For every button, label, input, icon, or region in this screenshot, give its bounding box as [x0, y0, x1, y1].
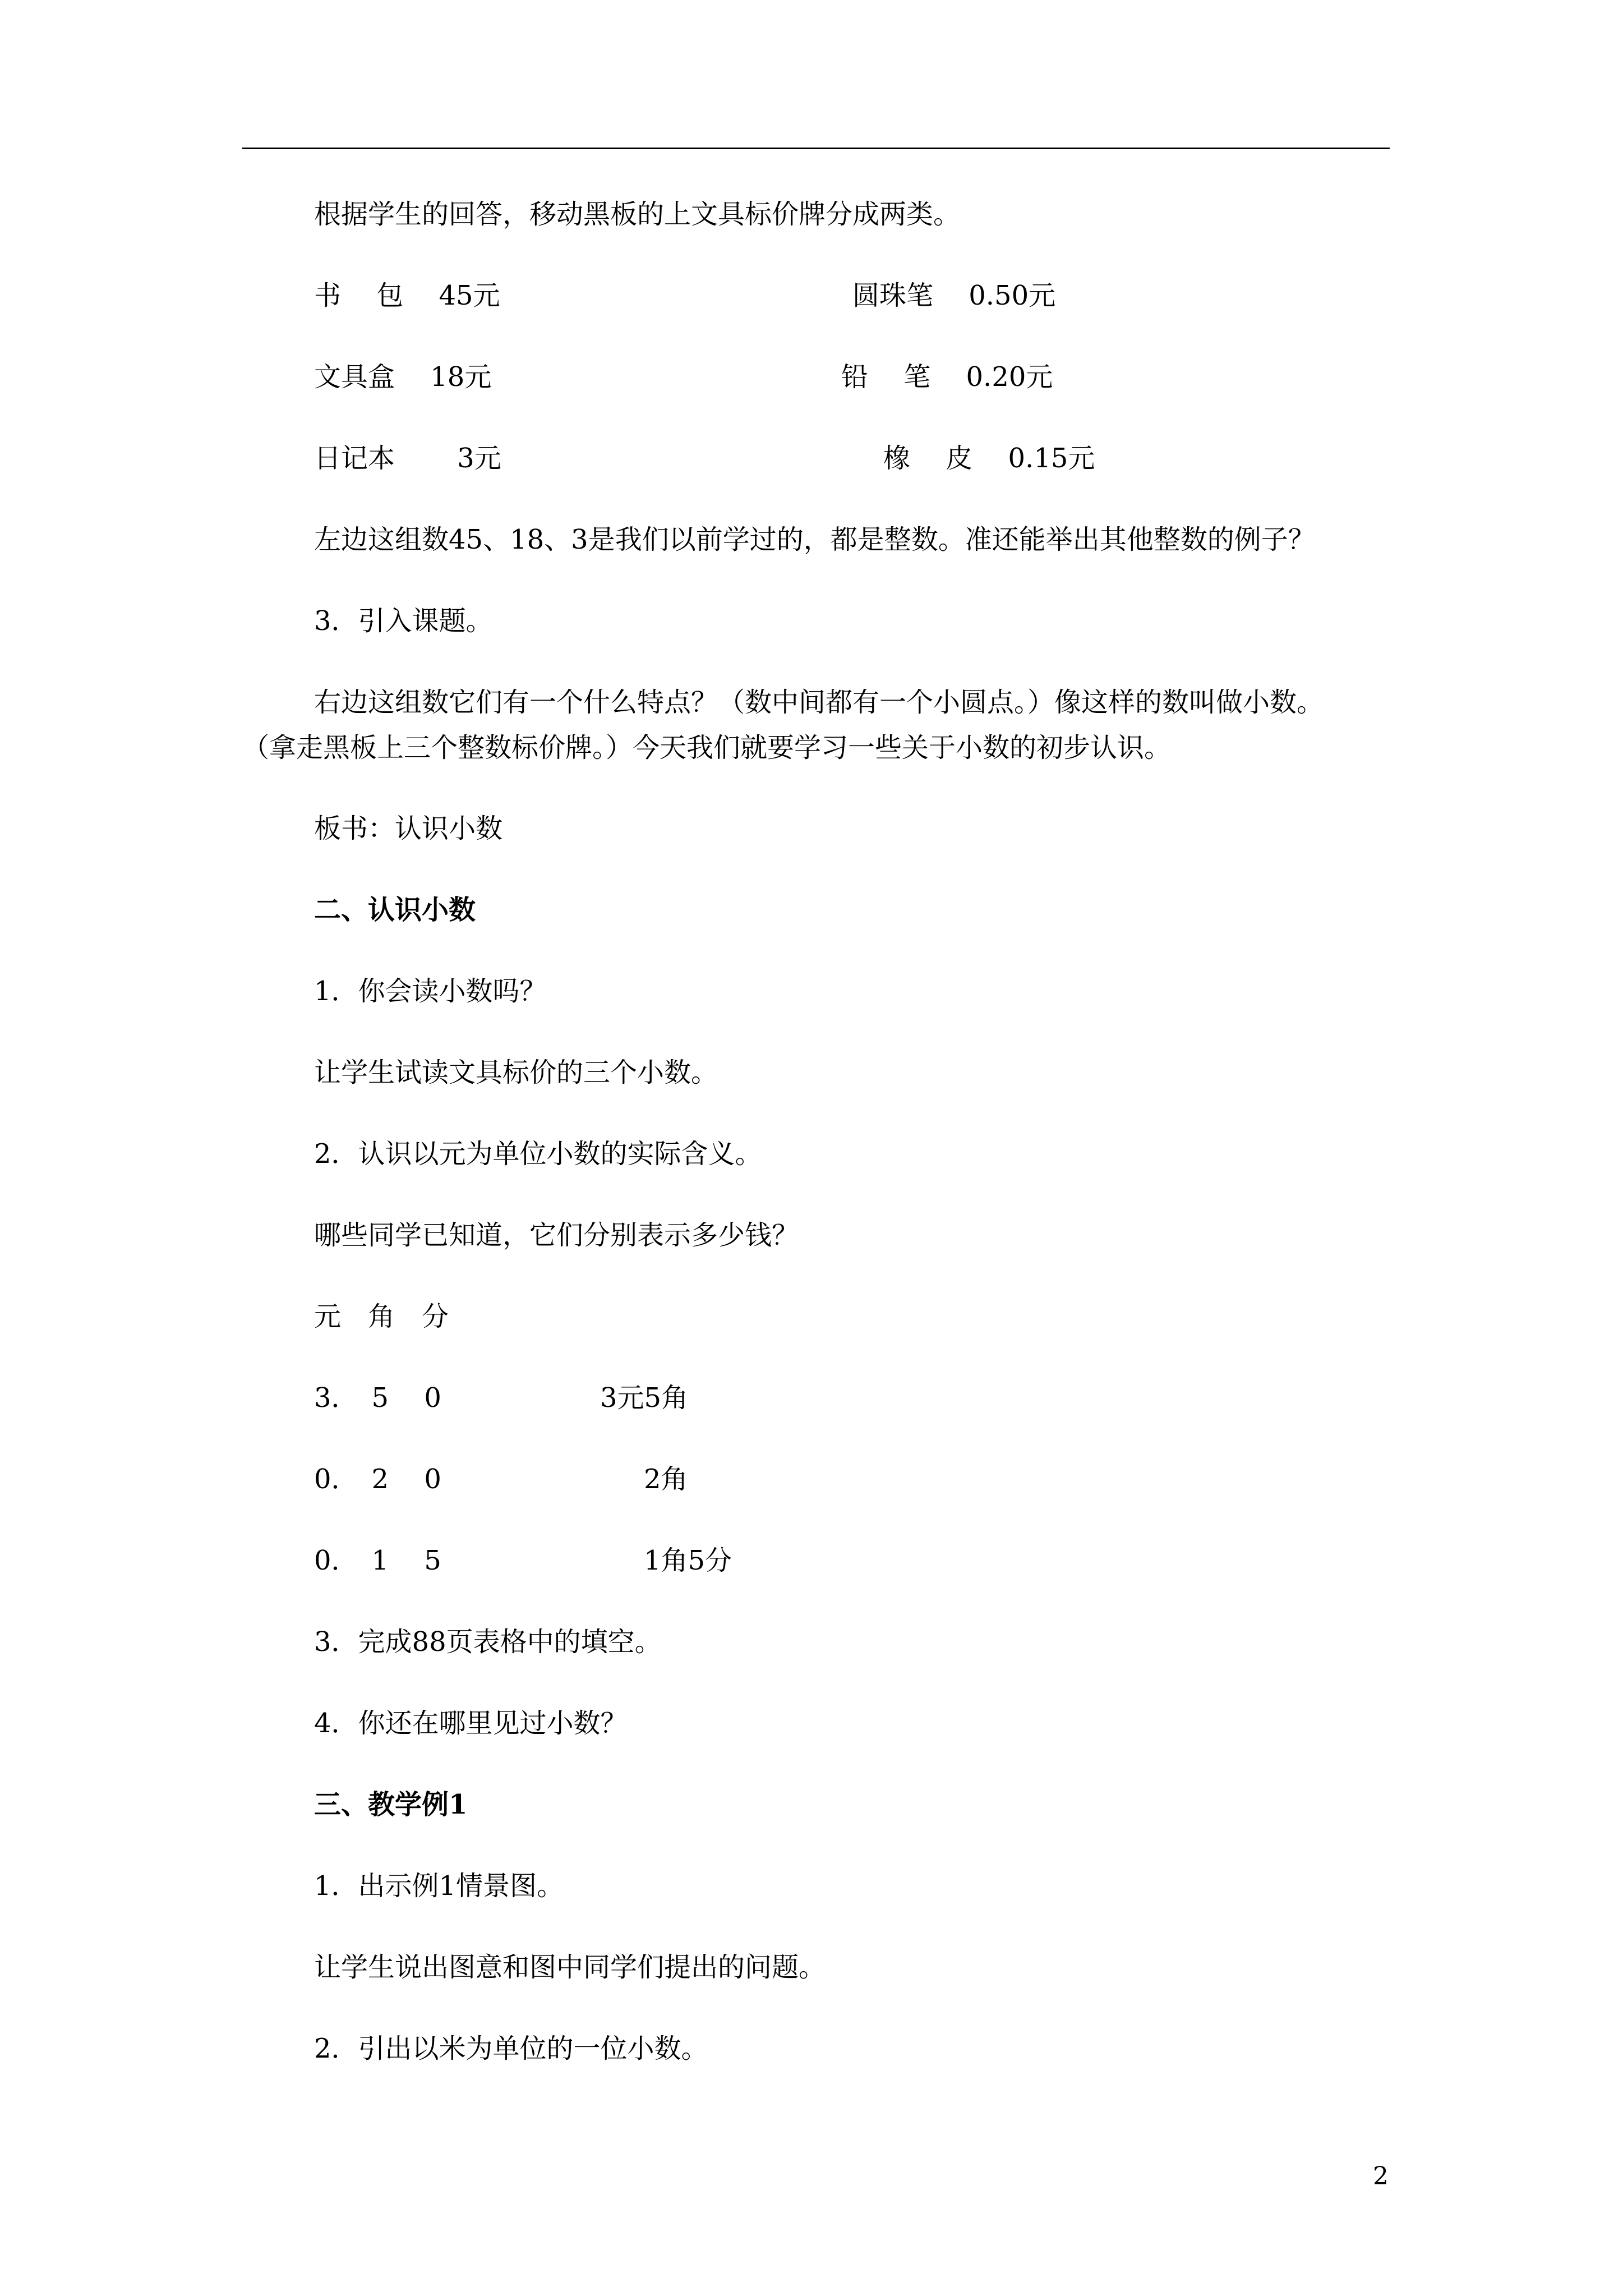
header-rule: [242, 148, 1390, 149]
section-heading: 二、认识小数: [314, 894, 476, 926]
paragraph: 根据学生的回答，移动黑板的上文具标价牌分成两类。: [314, 199, 961, 230]
price-item-right: 橡 皮 0.15元: [883, 443, 1095, 474]
paragraph: 左边这组数45、18、3是我们以前学过的，都是整数。准还能举出其他整数的例子？: [314, 524, 1315, 555]
paragraph: 让学生试读文具标价的三个小数。: [314, 1057, 718, 1088]
page-number: 2: [1373, 2162, 1389, 2191]
paragraph: 3．引入课题。: [314, 605, 493, 637]
money-value: 3元5角: [600, 1382, 689, 1414]
paragraph: 3．完成88页表格中的填空。: [314, 1626, 662, 1658]
decimal-digits: 0． 2 0: [314, 1464, 441, 1495]
paragraph: 哪些同学已知道，它们分别表示多少钱？: [314, 1220, 799, 1251]
paragraph: 板书：认识小数: [314, 813, 503, 844]
decimal-digits: 3． 5 0: [314, 1382, 441, 1414]
money-value: 2角: [644, 1464, 688, 1495]
paragraph: （拿走黑板上三个整数标价牌。）今天我们就要学习一些关于小数的初步认识。: [242, 732, 1172, 763]
paragraph: 4．你还在哪里见过小数？: [314, 1708, 628, 1739]
unit-header: 元 角 分: [314, 1301, 449, 1332]
paragraph: 右边这组数它们有一个什么特点？（数中间都有一个小圆点。）像这样的数叫做小数。: [314, 687, 1324, 718]
price-item-left: 文具盒 18元: [314, 361, 492, 393]
paragraph: 让学生说出图意和图中同学们提出的问题。: [314, 1952, 826, 1983]
money-value: 1角5分: [644, 1545, 732, 1576]
section-heading: 三、教学例1: [314, 1789, 468, 1820]
price-item-right: 铅 笔 0.20元: [841, 361, 1053, 393]
decimal-digits: 0． 1 5: [314, 1545, 441, 1576]
paragraph: 2．引出以米为单位的一位小数。: [314, 2033, 708, 2064]
paragraph: 2．认识以元为单位小数的实际含义。: [314, 1138, 762, 1170]
price-item-left: 日记本 3元: [314, 443, 501, 474]
price-item-left: 书 包 45元: [314, 280, 500, 311]
price-item-right: 圆珠笔 0.50元: [852, 280, 1056, 311]
paragraph: 1．出示例1情景图。: [314, 1870, 564, 1902]
paragraph: 1．你会读小数吗？: [314, 976, 547, 1007]
